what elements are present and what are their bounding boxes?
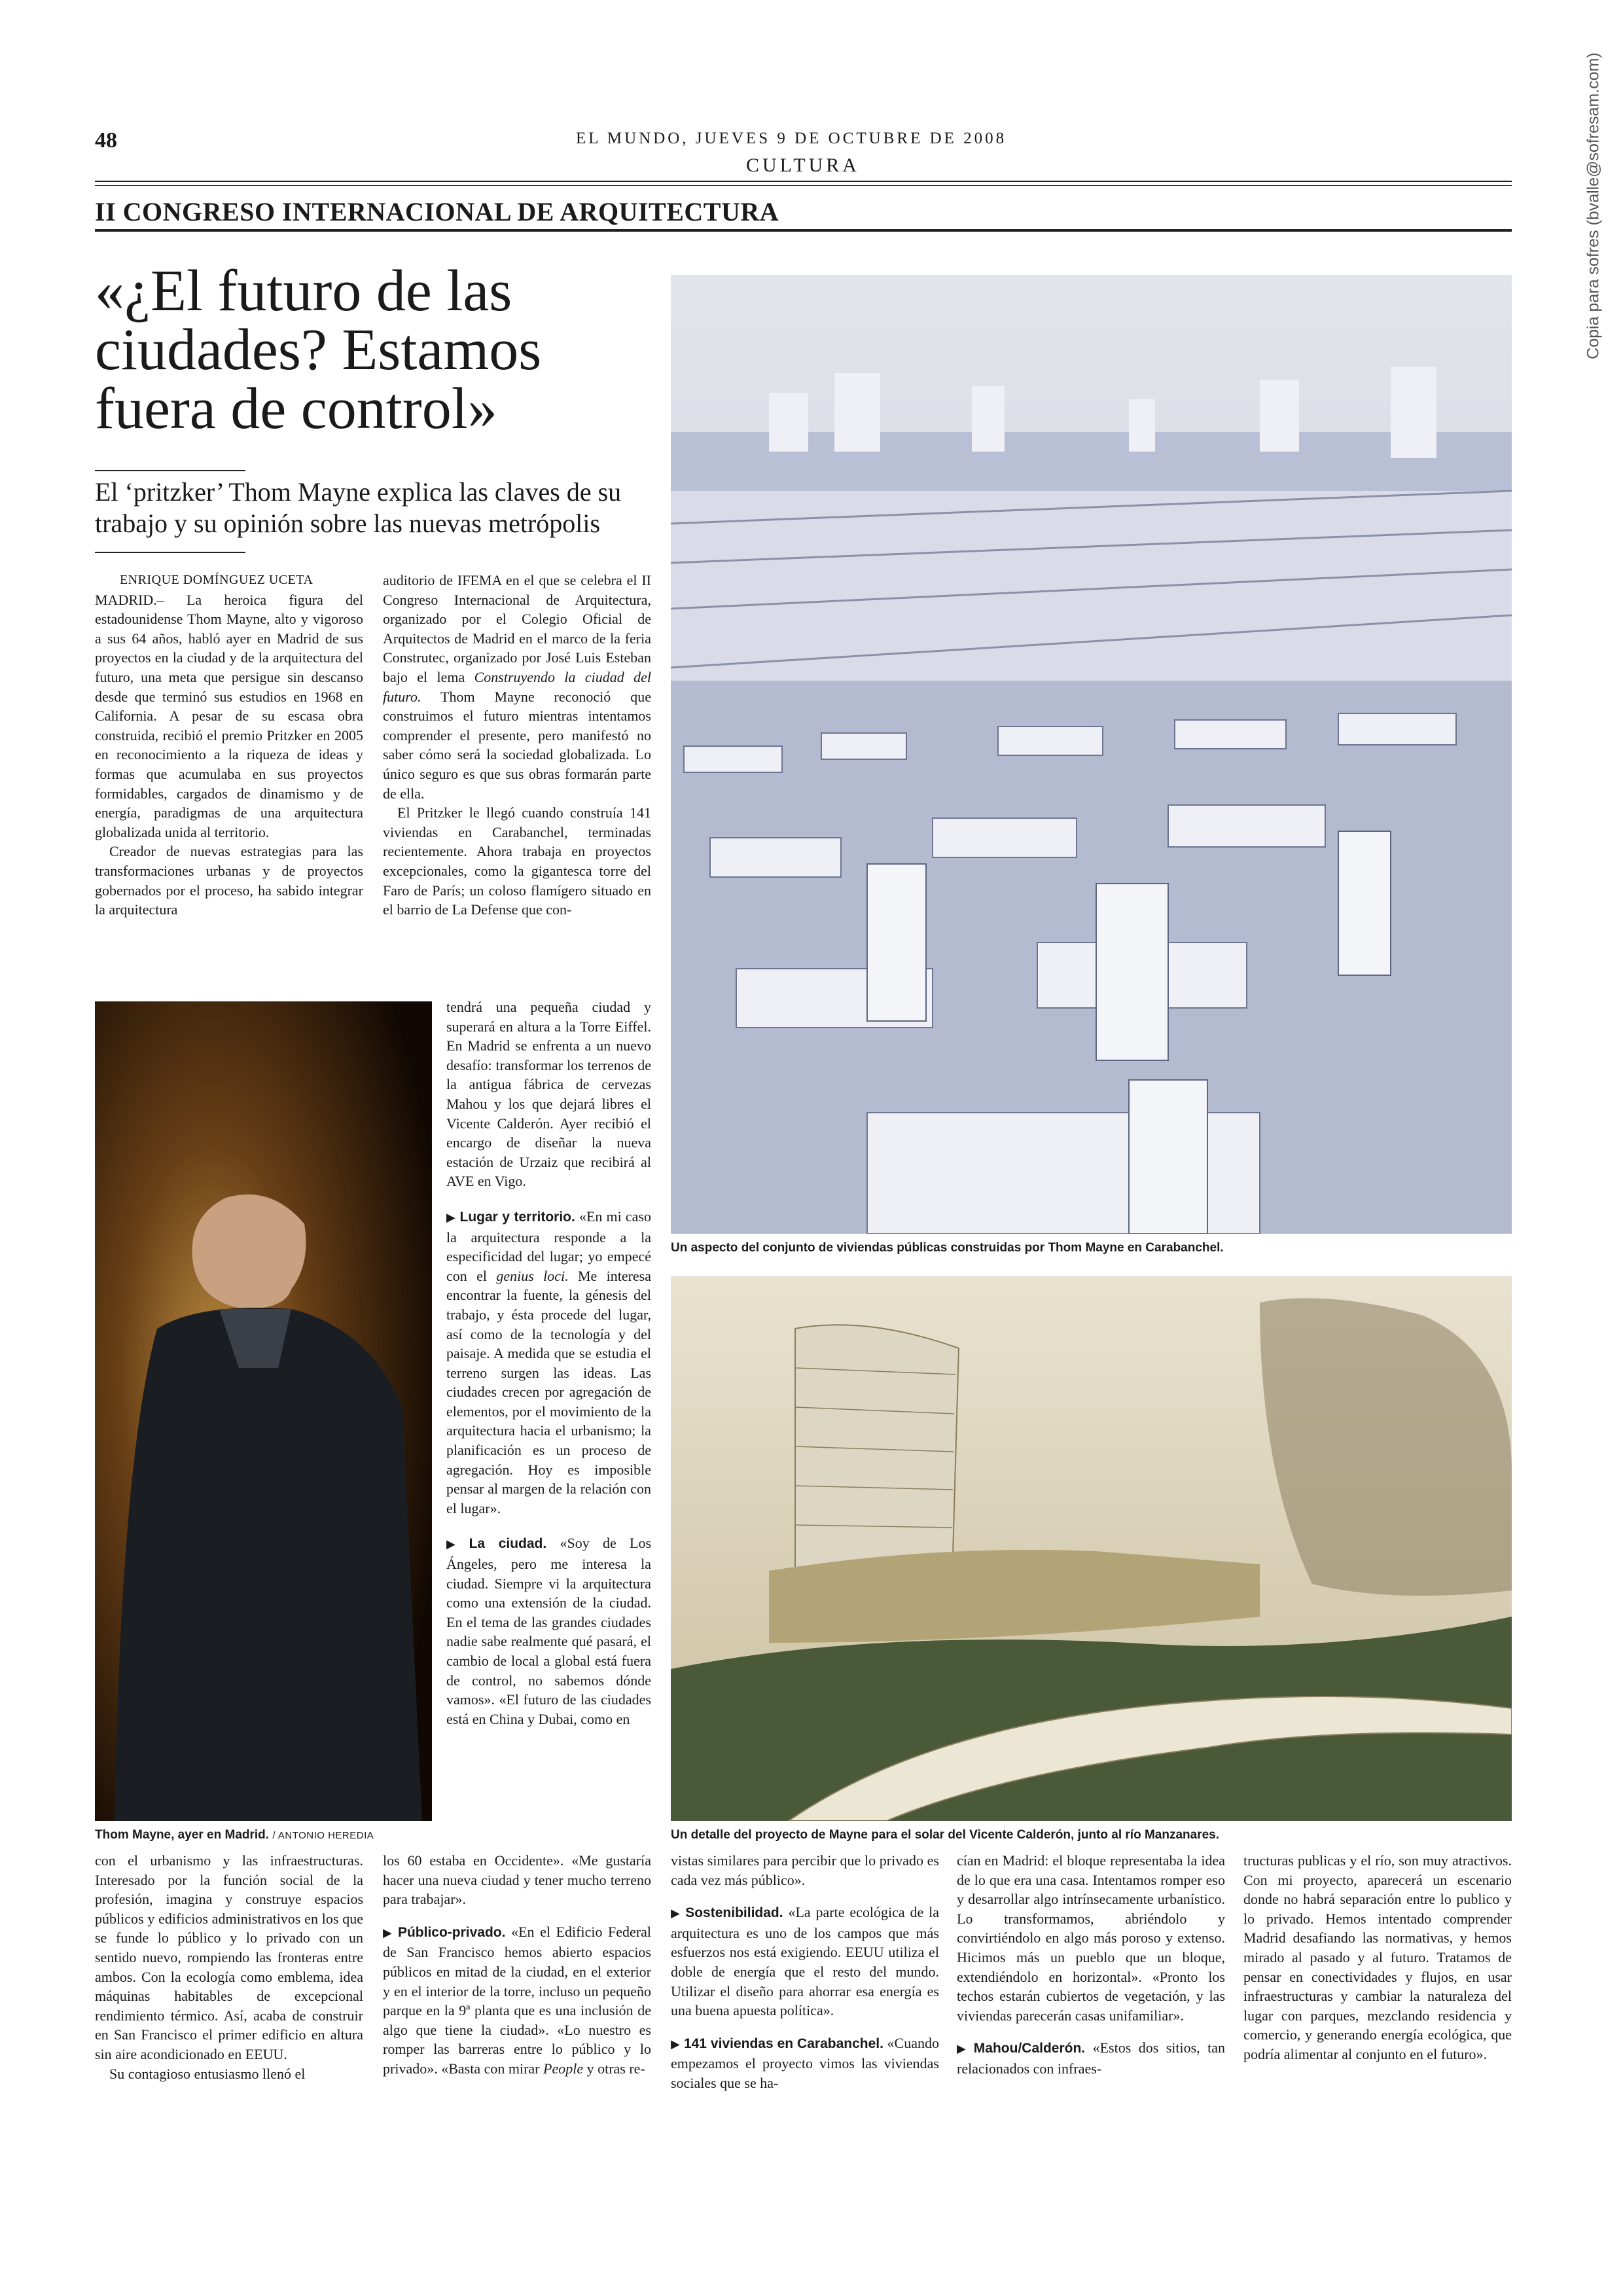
paragraph-publico: ▶ Público-privado. «En el Edificio Federal de San Francisco hemos abierto espacios públicos en mitad de la ciudad, en el exterior y en el interior de la torre, incluso un pequeño parque en la 9ª planta que es una inclusión de algo que tiene la ciudad». «Lo nuestro es romper las barreras entre lo público y lo privado». «Basta con mirar People y otras re- (383, 1923, 652, 2077)
article-col-2-narrow (446, 997, 651, 1729)
lead-paragraph: MADRID.– La heroica figura del estadounidense Thom Mayne, alto y vigoroso a sus 64 años, habló ayer en Madrid de sus proyectos en la ciudad y de la arquitectura del futuro, una meta que persigue sin descanso desde que terminó sus estudios en 1968 en California. A pesar de su escasa obra construida, recibió el premio Pritzker en 2005 en reconocimiento a la riqueza de ideas y formas que acumulaba en sus proyectos formidables, cargados de dinamismo y de energía, paradigmas de una arquitectura globalizada unida al territorio. (95, 591, 363, 840)
paragraph: Su contagioso entusiasmo llenó el (109, 2065, 306, 2082)
render-caption: Un detalle del proyecto de Mayne para el solar del Vicente Calderón, junto al río Manzanares. (671, 1828, 1220, 1842)
paragraph: tendrá una pequeña ciudad y superará en altura a la Torre Eiffel. En Madrid se enfrenta a un nuevo desafío: transformar los terrenos de la antigua fábrica de cervezas Mahou y los que dejará libres el Vicente Calderón. Ayer recibió el encargo de diseñar la nueva estación de Urzaiz que recibirá al AVE en Vigo. (446, 999, 651, 1190)
section-title: CULTURA (746, 154, 860, 176)
portrait-caption: Thom Mayne, ayer en Madrid. / ANTONIO HEREDIA (95, 1828, 374, 1842)
triangle-bullet-icon: ▶ (446, 1537, 465, 1551)
render-image (671, 1276, 1512, 1821)
paragraph: cían en Madrid: el bloque representaba la idea de lo que era una casa. Intentamos romper eso y desarrollar algo intrínsecamente urbanístico. Lo transformamos, abriéndolo y convirtiéndolo en algo más poroso y extenso. Hicimos más un pueblo que un bloque, extendiéndolo en horizontal». «Pronto los techos estarán cubiertos de vegetación, y las viviendas parecerán casas unifamiliar». (957, 1852, 1225, 2024)
paragraph: vistas similares para percibir que lo privado es cada vez más público». (671, 1852, 939, 1888)
triangle-bullet-icon: ▶ (383, 1926, 394, 1939)
paragraph: los 60 estaba en Occidente». «Me gustaría hacer una nueva ciudad y tener mucho terreno para trabajar». (383, 1852, 651, 1908)
bottom-col-4 (957, 1851, 1225, 2079)
byline: ENRIQUE DOMÍNGUEZ UCETA (120, 573, 313, 587)
bottom-col-1 (95, 1851, 363, 2083)
paragraph: tructuras publicas y el río, son muy atractivos. Con mi proyecto, aparecerá un escenario donde no habrá separación entre lo publico y lo privado. Hemos intentado comprender Madrid desafiando las normativas, y hemos mirado al pasado y al futuro. Tratamos de pensar en conectividades y flujos, en usar infraestructuras y cambiar la naturaleza del lugar con parques, mezclando residencia y comercio, y generando energía ecológica, que podría alimentar al conjunto en el futuro». (1243, 1852, 1512, 2062)
subheadline: El ‘pritzker’ Thom Mayne explica las claves de su trabajo y su opinión sobre las nuevas metrópolis (95, 477, 622, 538)
bottom-col-3 (671, 1851, 939, 2093)
article-col-2 (383, 571, 651, 920)
paragraph-ciudad: ▶ La ciudad. «Soy de Los Ángeles, pero me interesa la ciudad. Siempre vi la arquitectura como una extensión de la ciudad. En el tema de las grandes ciudades nadie sabe realmente qué pasará, el cambio de local a global está fuera de control, no sabemos dónde vamos». «El futuro de las ciudades está en China y Dubai, como en (446, 1535, 652, 1727)
subheadline-rule-top (95, 470, 245, 471)
kicker-rule (95, 229, 1512, 232)
subheadline-rule-bottom (95, 552, 245, 553)
triangle-bullet-icon: ▶ (957, 2042, 970, 2056)
paragraph: El Pritzker le llegó cuando construía 141 viviendas en Carabanchel, terminadas recientemente. Ahora trabaja en proyectos excepcionales, como la gigantesca torre del Faro de París; un coloso flamígero situado en el barrio de La Defense que con- (383, 804, 651, 918)
portrait-photo (95, 1001, 432, 1821)
watermark: Copia para sofres (bvalle@sofresam.com) (1584, 52, 1603, 359)
bottom-col-2 (383, 1851, 651, 2079)
header-rule-thin (95, 185, 1512, 186)
bottom-col-5 (1243, 1851, 1512, 2064)
triangle-bullet-icon: ▶ (446, 1210, 456, 1224)
paragraph-sostenibilidad: ▶ Sostenibilidad. «La parte ecológica de la arquitectura es uno de los campos que más esfuerzos nos está exigiendo. EEUU utiliza el doble de energía que el resto del mundo. Utilizar el diseño para ahorrar esa energía es una buena apuesta política». (671, 1904, 940, 2019)
header-rule-top (95, 181, 1512, 182)
newspaper-date: EL MUNDO, JUEVES 9 DE OCTUBRE DE 2008 (576, 130, 1007, 147)
triangle-bullet-icon: ▶ (671, 2037, 680, 2051)
paragraph-lugar: ▶ Lugar y territorio. «En mi caso la arquitectura responde a la especificidad del lugar; yo empecé con el genius loci. Me interesa encontrar la fuente, la génesis del trabajo, y ésta procede del lugar, así como de la tecnología y del paisaje. A medida que se estudia el terreno surgen las ideas. Las ciudades crecen por agregación de elementos, por el movimiento de la arquitectura hacia el urbanismo; la planificación es un proceso de agregación. Hoy es imposible pensar al margen de la relación con el lugar». (446, 1208, 652, 1516)
article-col-1 (95, 571, 363, 920)
paragraph-mahou: ▶ Mahou/Calderón. «Estos dos sitios, tan relacionados con infraes- (957, 2039, 1226, 2077)
section-kicker: II CONGRESO INTERNACIONAL DE ARQUITECTURA (95, 197, 779, 226)
paragraph-viviendas: ▶ 141 viviendas en Carabanchel. «Cuando empezamos el proyecto vimos las viviendas sociales que se ha- (671, 2034, 939, 2091)
paragraph: auditorio de IFEMA en el que se celebra el II Congreso Internacional de Arquitectura, organizado por el Colegio Oficial de Arquitectos de Madrid en el marco de la feria Construtec, organizado por José Luis Esteban bajo el lema Construyendo la ciudad del futuro. Thom Mayne reconoció que construimos el futuro mientras intentamos comprender el presente, pero manifestó no saber cómo será la sociedad globalizada. Lo único seguro es que sus obras formarán parte de ella. (383, 572, 652, 802)
housing-caption: Un aspecto del conjunto de viviendas públicas construidas por Thom Mayne en Carabanchel. (671, 1241, 1224, 1255)
page-number: 48 (95, 128, 117, 152)
triangle-bullet-icon: ▶ (671, 1907, 682, 1920)
paragraph: Creador de nuevas estrategias para las transformaciones urbanas y de proyectos gobernados por el proceso, ha sabido integrar la arquitectura (95, 843, 363, 918)
paragraph: con el urbanismo y las infraestructuras. Interesado por la función social de la profesión, imagina y construye espacios públicos y edificios administrativos en los que se funde lo público y lo privado con un sentido nuevo, rompiendo las fronteras entre ambos. Con la ecología como emblema, idea máquinas habitables de excepcional rendimiento térmico. Así, acaba de construir en San Francisco el primer edificio en altura sin aire acondicionado en EEUU. (95, 1852, 363, 2062)
housing-photo (671, 275, 1512, 1234)
headline: «¿El futuro de las ciudades? Estamos fuera de control» (95, 259, 542, 441)
